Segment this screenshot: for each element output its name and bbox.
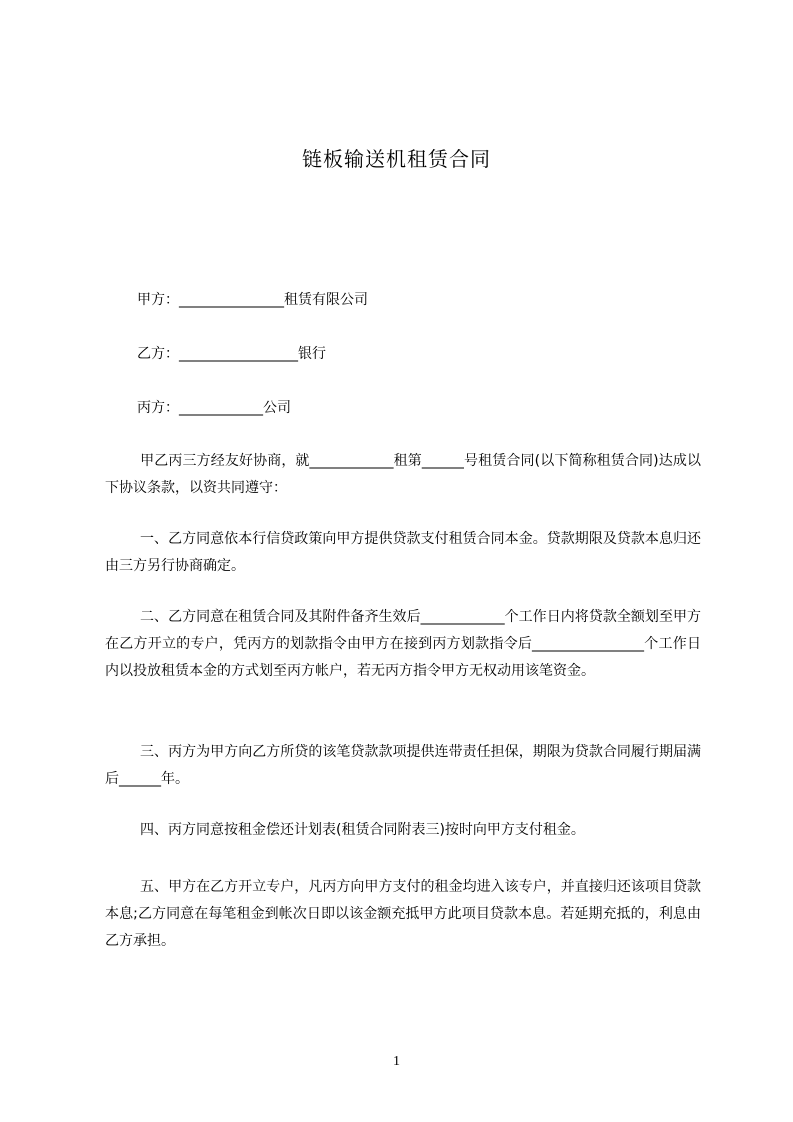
party-b-line: 乙方：_________________银行 — [137, 346, 326, 362]
party-a-line: 甲方：_______________租赁有限公司 — [137, 292, 368, 308]
document-title: 链板输送机租赁合同 — [302, 147, 491, 171]
clause-3-text: 三、丙方为甲方向乙方所贷的该笔贷款款项提供连带责任担保，期限为贷款合同履行期届满后______年。 — [105, 744, 701, 787]
party-c-line: 丙方：____________公司 — [137, 400, 291, 416]
clause-4-text: 四、丙方同意按租金偿还计划表(租赁合同附表三)按时向甲方支付租金。 — [140, 822, 585, 838]
clause-4 — [105, 817, 701, 844]
clause-5 — [105, 874, 701, 955]
page-number: 1 — [393, 1054, 400, 1069]
clause-3 — [105, 739, 701, 793]
clause-2-text: 二、乙方同意在租赁合同及其附件备齐生效后____________个工作日内将贷款全额划至甲方在乙方开立的专户，凭丙方的划款指令由甲方在接到丙方划款指令后________________个工作日内以投放租赁本金的方式划至丙方帐户，若无丙方指令甲方无权动用该笔资金。 — [105, 609, 701, 679]
clause-1-text: 一、乙方同意依本行信贷政策向甲方提供贷款支付租赁合同本金。贷款期限及贷款本息归还由三方另行协商确定。 — [105, 531, 701, 574]
clause-5-text: 五、甲方在乙方开立专户，凡丙方向甲方支付的租金均进入该专户，并直接归还该项目贷款本息;乙方同意在每笔租金到帐次日即以该金额充抵甲方此项目贷款本息。若延期充抵的，利息由乙方承担。 — [105, 879, 701, 949]
clause-2 — [105, 604, 701, 685]
clause-1 — [105, 526, 701, 580]
intro-paragraph — [105, 448, 701, 502]
intro-paragraph-text: 甲乙丙三方经友好协商，就____________租第______号租赁合同(以下简称租赁合同)达成以下协议条款，以资共同遵守： — [105, 453, 701, 496]
